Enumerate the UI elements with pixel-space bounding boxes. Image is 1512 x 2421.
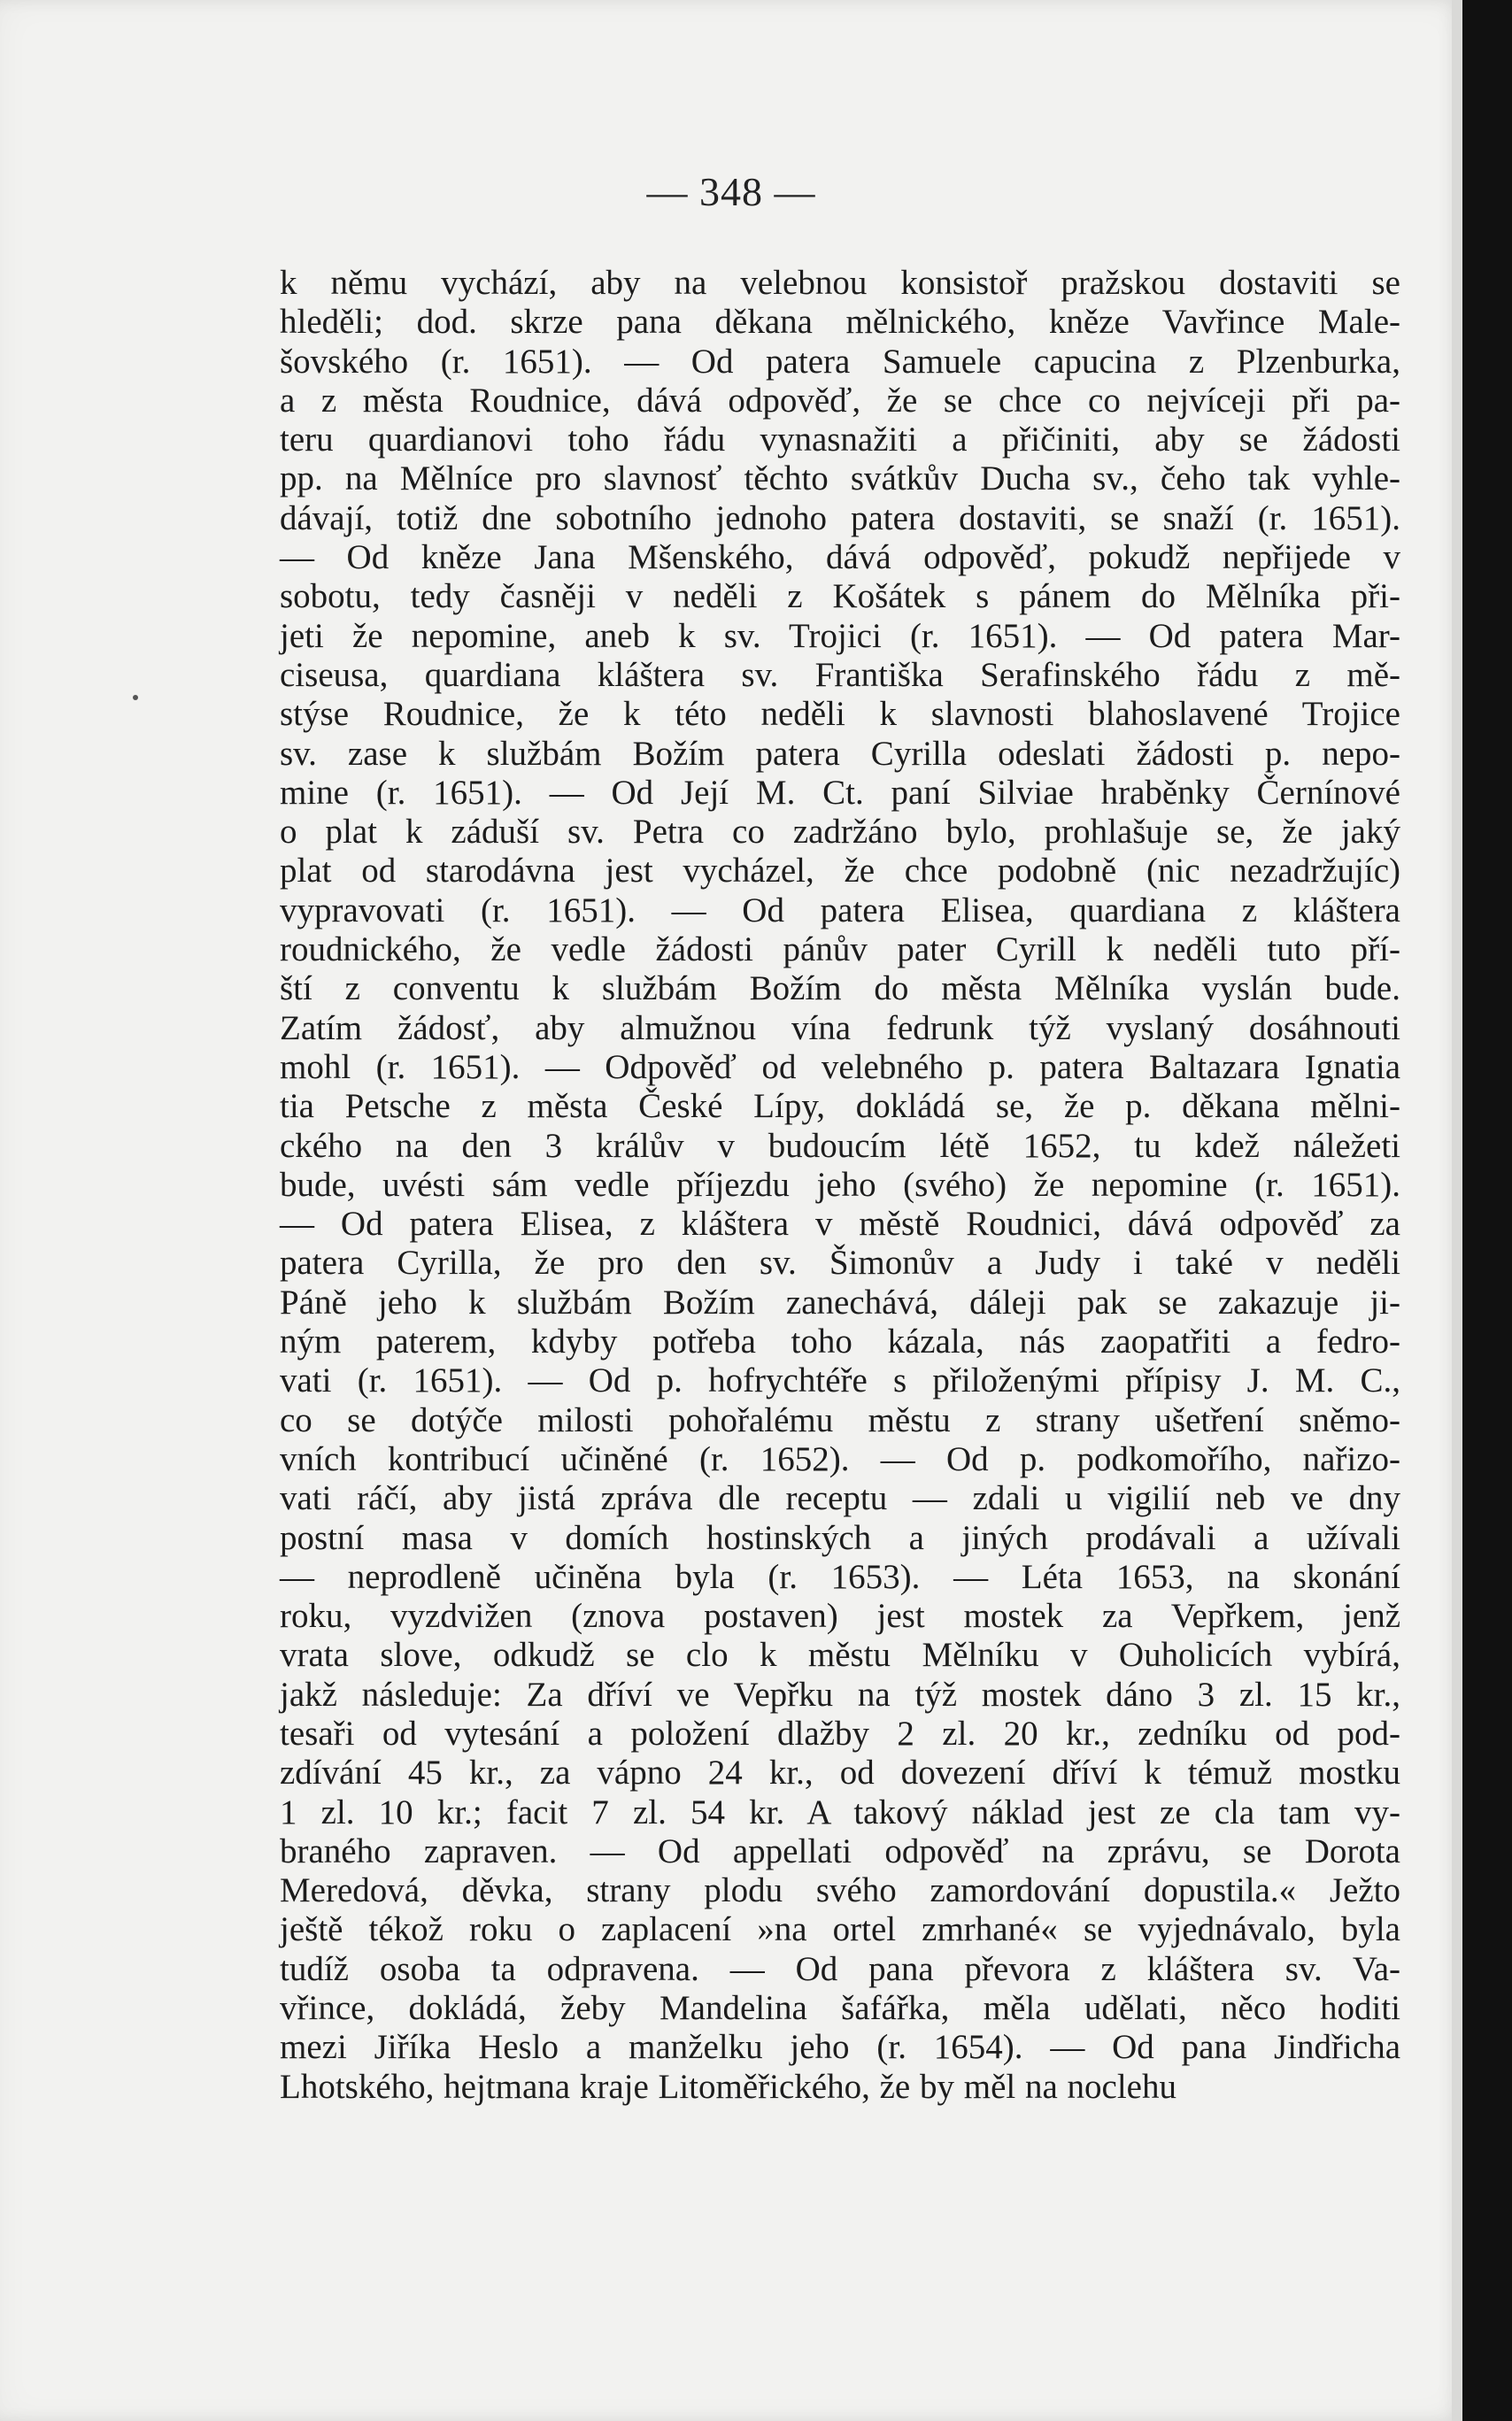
- body-text: [280, 264, 1400, 2107]
- text-line: tesaři od vytesání a položení dlažby 2 zl. 20 kr., zedníku od pod-: [280, 1714, 1400, 1753]
- text-line: ciseusa, quardiana kláštera sv. Františka Serafinského řádu z mě-: [280, 655, 1400, 694]
- text-line: k němu vychází, aby na velebnou konsistoř pražskou dostaviti se: [280, 264, 1400, 302]
- text-line: hleděli; dod. skrze pana děkana mělnického, kněze Vavřince Male-: [280, 303, 1400, 342]
- text-line: vrata slove, odkudž se clo k městu Mělníku v Ouholicích vybírá,: [280, 1636, 1400, 1675]
- text-line: vati ráčí, aby jistá zpráva dle receptu — zdali u vigilií neb ve dny: [280, 1479, 1400, 1518]
- text-line: Páně jeho k službám Božím zanechává, dáleji pak se zakazuje ji-: [280, 1283, 1400, 1322]
- text-line: zdívání 45 kr., za vápno 24 kr., od dovezení dříví k témuž mostku: [280, 1754, 1400, 1793]
- scan-border: [1462, 0, 1512, 2421]
- text-line: bude, uvésti sám vedle příjezdu jeho (svého) že nepomine (r. 1651).: [280, 1165, 1400, 1204]
- page-number: — 348 —: [646, 169, 816, 214]
- text-line: vřince, dokládá, žeby Mandelina šafářka, měla udělati, něco hoditi: [280, 1989, 1400, 2028]
- text-line: sobotu, tedy časněji v neděli z Košátek s pánem do Mělníka při-: [280, 577, 1400, 616]
- text-line: Zatím žádosť, aby almužnou vína fedrunk týž vyslaný dosáhnouti: [280, 1008, 1400, 1047]
- text-line: vati (r. 1651). — Od p. hofrychtéře s přiloženými přípisy J. M. C.,: [280, 1361, 1400, 1400]
- text-line: roudnického, že vedle žádosti pánův pater Cyrill k neděli tuto pří-: [280, 930, 1400, 969]
- text-line: plat od starodávna jest vycházel, že chce podobně (nic nezadržujíc): [280, 852, 1400, 891]
- text-line: jeti že nepomine, aneb k sv. Trojici (r. 1651). — Od patera Mar-: [280, 616, 1400, 655]
- text-line: mezi Jiříka Heslo a manželku jeho (r. 1654). — Od pana Jindřicha: [280, 2028, 1400, 2067]
- text-line: patera Cyrilla, že pro den sv. Šimonův a Judy i také v neděli: [280, 1244, 1400, 1283]
- text-line: o plat k záduší sv. Petra co zadržáno bylo, prohlašuje se, že jaký: [280, 813, 1400, 852]
- page-edge-shadow: [1452, 0, 1462, 2421]
- paper-speck: [133, 695, 138, 700]
- text-line: braného zapraven. — Od appellati odpověď na zprávu, se Dorota: [280, 1831, 1400, 1870]
- text-line: — neprodleně učiněna byla (r. 1653). — Léta 1653, na skonání: [280, 1557, 1400, 1596]
- text-line: mohl (r. 1651). — Odpověď od velebného p. patera Baltazara Ignatia: [280, 1047, 1400, 1086]
- text-line: jakž následuje: Za dříví ve Vepřku na týž mostek dáno 3 zl. 15 kr.,: [280, 1675, 1400, 1714]
- text-line: vních kontribucí učiněné (r. 1652). — Od p. podkomořího, nařizo-: [280, 1439, 1400, 1478]
- text-line: — Od patera Elisea, z kláštera v městě Roudnici, dává odpověď za: [280, 1205, 1400, 1244]
- text-line: Lhotského, hejtmana kraje Litoměřického, že by měl na noclehu: [280, 2067, 1176, 2106]
- text-line: stýse Roudnice, že k této neděli k slavnosti blahoslavené Trojice: [280, 695, 1400, 734]
- text-line: sv. zase k službám Božím patera Cyrilla odeslati žádosti p. nepo-: [280, 734, 1400, 773]
- text-line: ští z conventu k službám Božím do města Mělníka vyslán bude.: [280, 969, 1400, 1008]
- text-line: 1 zl. 10 kr.; facit 7 zl. 54 kr. A takový náklad jest ze cla tam vy-: [280, 1793, 1400, 1831]
- text-line: ckého na den 3 králův v budoucím létě 1652, tu kdež náležeti: [280, 1126, 1400, 1165]
- text-line: ným paterem, kdyby potřeba toho kázala, nás zaopatřiti a fedro-: [280, 1322, 1400, 1361]
- text-line: ještě tékož roku o zaplacení »na ortel zmrhané« se vyjednávalo, byla: [280, 1910, 1400, 1949]
- text-line: dávají, totiž dne sobotního jednoho patera dostaviti, se snaží (r. 1651).: [280, 498, 1400, 537]
- text-line: postní masa v domích hostinských a jiných prodávali a užívali: [280, 1518, 1400, 1557]
- text-line: mine (r. 1651). — Od Její M. Ct. paní Silviae hraběnky Černínové: [280, 773, 1400, 812]
- text-line: šovského (r. 1651). — Od patera Samuele capucina z Plzenburka,: [280, 342, 1400, 381]
- text-line: vypravovati (r. 1651). — Od patera Elisea, quardiana z kláštera: [280, 891, 1400, 929]
- text-line: co se dotýče milosti pohořalému městu z strany ušetření sněmo-: [280, 1400, 1400, 1439]
- text-line: teru quardianovi toho řádu vynasnažiti a přičiniti, aby se žádosti: [280, 420, 1400, 459]
- text-line: tia Petsche z města České Lípy, dokládá se, že p. děkana mělni-: [280, 1087, 1400, 1126]
- text-line: Meredová, děvka, strany plodu svého zamordování dopustila.« Ježto: [280, 1871, 1400, 1910]
- text-line: pp. na Mělníce pro slavnosť těchto svátkův Ducha sv., čeho tak vyhle-: [280, 459, 1400, 498]
- text-line: roku, vyzdvižen (znova postaven) jest mostek za Vepřkem, jenž: [280, 1597, 1400, 1636]
- text-line: — Od kněze Jana Mšenského, dává odpověď, pokudž nepřijede v: [280, 538, 1400, 577]
- text-line: tudíž osoba ta odpravena. — Od pana převora z kláštera sv. Va-: [280, 1949, 1400, 1988]
- text-line: a z města Roudnice, dává odpověď, že se chce co nejvíceji při pa-: [280, 381, 1400, 420]
